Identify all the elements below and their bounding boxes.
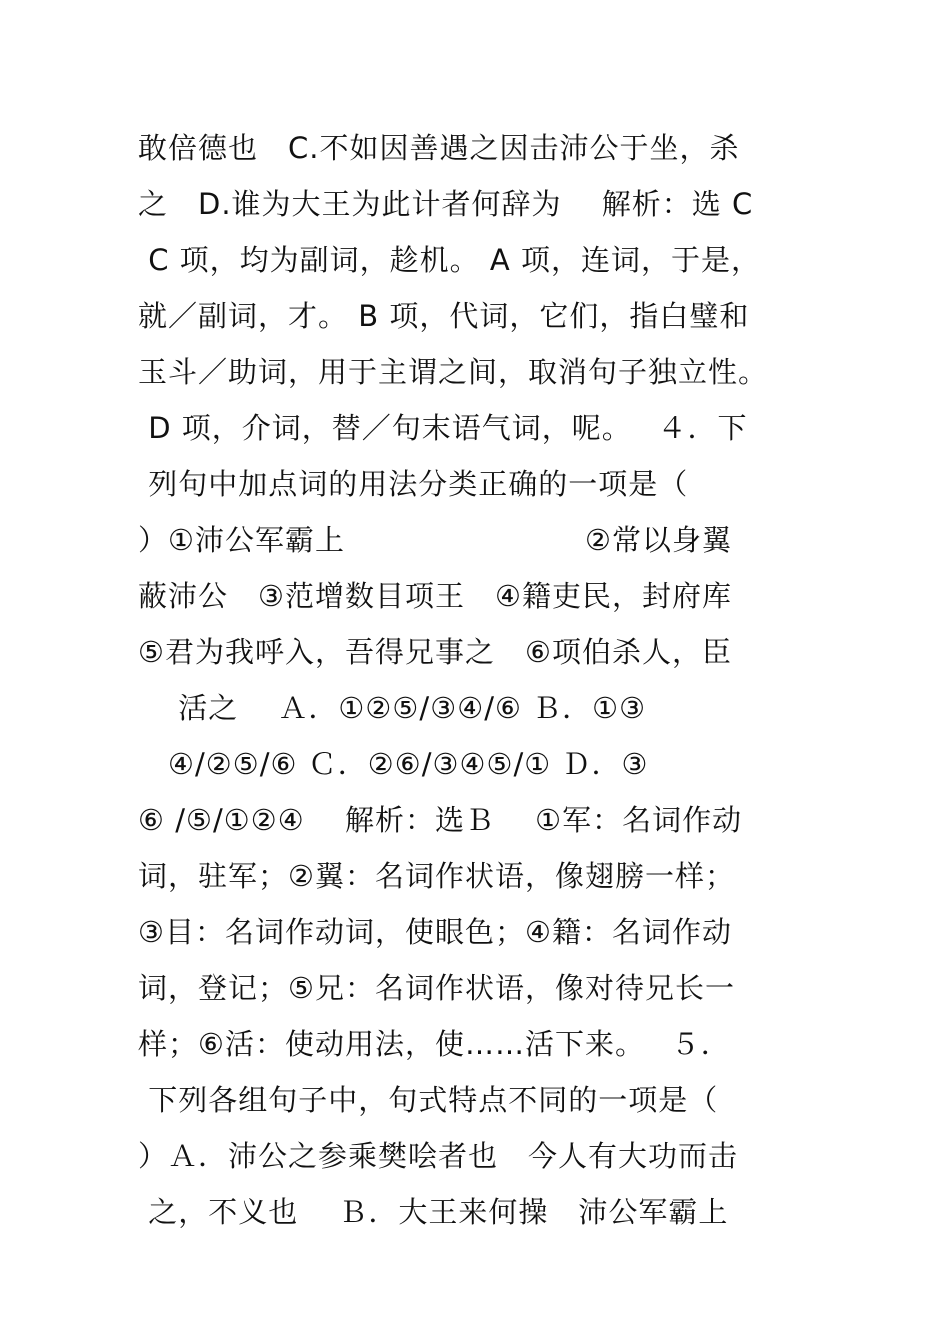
text-line-7: 列句中加点词的用法分类正确的一项是（ xyxy=(138,467,689,501)
text-line-8: ）①沛公军霸上 ②常以身翼 xyxy=(138,523,732,557)
text-line-18: 下列各组句子中，句式特点不同的一项是（ xyxy=(138,1083,719,1117)
text-line-5: 玉斗／助词，用于主谓之间，取消句子独立性。 xyxy=(138,355,769,389)
text-line-19: ）Ａ．沛公之参乘樊哙者也 今人有大功而击 xyxy=(138,1139,739,1173)
text-line-10: ⑤君为我呼入，吾得兄事之 ⑥项伯杀人，臣 xyxy=(138,635,732,669)
text-line-15: ③目：名词作动词，使眼色；④籍：名词作动 xyxy=(138,915,732,949)
text-line-13: ⑥ /⑤/①②④ 解析：选Ｂ ①军：名词作动 xyxy=(138,803,743,837)
text-line-1: 敢倍德也 C.不如因善遇之因击沛公于坐，杀 xyxy=(138,131,740,165)
text-line-17: 样；⑥活：使动用法，使……活下来。 ５． xyxy=(138,1027,731,1061)
text-line-11: 活之 Ａ．①②⑤/③④/⑥ Ｂ．①③ xyxy=(138,691,647,725)
text-line-4: 就／副词，才。 B 项，代词，它们，指白璧和 xyxy=(138,299,750,333)
text-line-3: C 项，均为副词，趁机。 A 项，连词，于是， xyxy=(138,243,761,277)
text-line-9: 蔽沛公 ③范增数目项王 ④籍吏民，封府库 xyxy=(138,579,732,613)
text-line-2: 之 D.谁为大王为此计者何辞为 解析：选 C xyxy=(138,187,754,221)
text-line-6: D 项，介词，替／句末语气词，呢。 ４．下 xyxy=(138,411,748,445)
text-line-12: ④/②⑤/⑥ Ｃ．②⑥/③④⑤/① Ｄ．③ xyxy=(138,747,649,781)
text-line-20: 之，不义也 Ｂ．大王来何操 沛公军霸上 xyxy=(138,1195,729,1229)
text-line-14: 词，驻军；②翼：名词作状语，像翅膀一样； xyxy=(138,859,735,893)
text-line-16: 词，登记；⑤兄：名词作状语，像对待兄长一 xyxy=(138,971,735,1005)
